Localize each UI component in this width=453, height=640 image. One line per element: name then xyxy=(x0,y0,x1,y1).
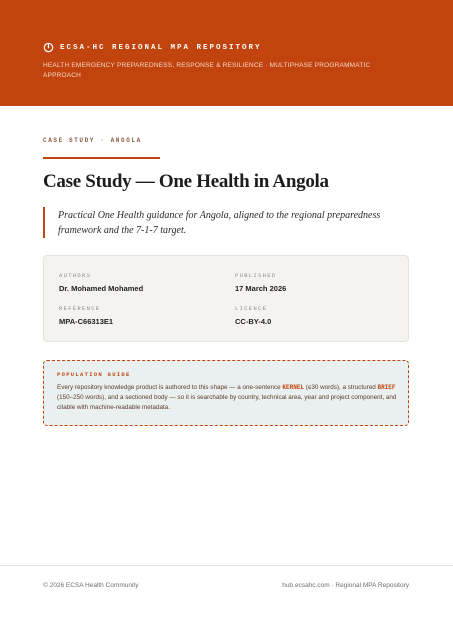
meta-published-value: 17 March 2026 xyxy=(235,284,287,293)
kernel-keyword: KERNEL xyxy=(282,384,305,391)
guide-label: POPULATION GUIDE xyxy=(57,371,131,378)
footer-link[interactable]: hub.ecsahc.com · Regional MPA Repository xyxy=(282,582,409,589)
lede-block xyxy=(43,207,415,238)
meta-reference-label: REFERENCE xyxy=(59,305,101,312)
power-icon xyxy=(43,42,54,53)
footer-copyright: © 2026 ECSA Health Community xyxy=(43,582,139,589)
meta-licence xyxy=(235,305,271,326)
meta-reference xyxy=(59,305,113,326)
lede-text: Practical One Health guidance for Angola, aligned to the regional preparedness framework and the 7-1-7 target. xyxy=(58,210,381,236)
eyebrow-rule xyxy=(43,157,160,159)
guide-text: (≤30 words), a structured xyxy=(304,384,378,391)
population-guide xyxy=(43,360,409,426)
meta-authors-label: AUTHORS xyxy=(59,272,92,279)
guide-body xyxy=(57,383,397,413)
page-title: Case Study — One Health in Angola xyxy=(43,171,329,192)
meta-published-label: PUBLISHED xyxy=(235,272,277,279)
header-subtitle: HEALTH EMERGENCY PREPAREDNESS, RESPONSE & RESILIENCE · MULTIPHASE PROGRAMMATIC APPROACH xyxy=(43,62,371,79)
brand[interactable] xyxy=(43,42,262,53)
guide-text: (150–250 words), and a sectioned body — so it is searchable by country, technical area, year and project component, and citable with machine-readable metadata. xyxy=(57,394,397,411)
repository-header xyxy=(0,0,453,106)
meta-licence-value: CC-BY-4.0 xyxy=(235,317,272,326)
document-eyebrow: CASE STUDY · ANGOLA xyxy=(43,137,142,144)
guide-text: Every repository knowledge product is authored to this shape — a one-sentence xyxy=(57,384,283,391)
metadata-card xyxy=(43,255,409,342)
meta-authors xyxy=(59,272,143,293)
brief-keyword: BRIEF xyxy=(377,384,396,391)
meta-authors-value: Dr. Mohamed Mohamed xyxy=(59,284,144,293)
brand-title: ECSA-HC REGIONAL MPA REPOSITORY xyxy=(60,43,262,52)
meta-reference-value: MPA-C66313E1 xyxy=(59,317,114,326)
footer-divider xyxy=(0,565,453,566)
meta-licence-label: LICENCE xyxy=(235,305,268,312)
meta-published xyxy=(235,272,286,293)
